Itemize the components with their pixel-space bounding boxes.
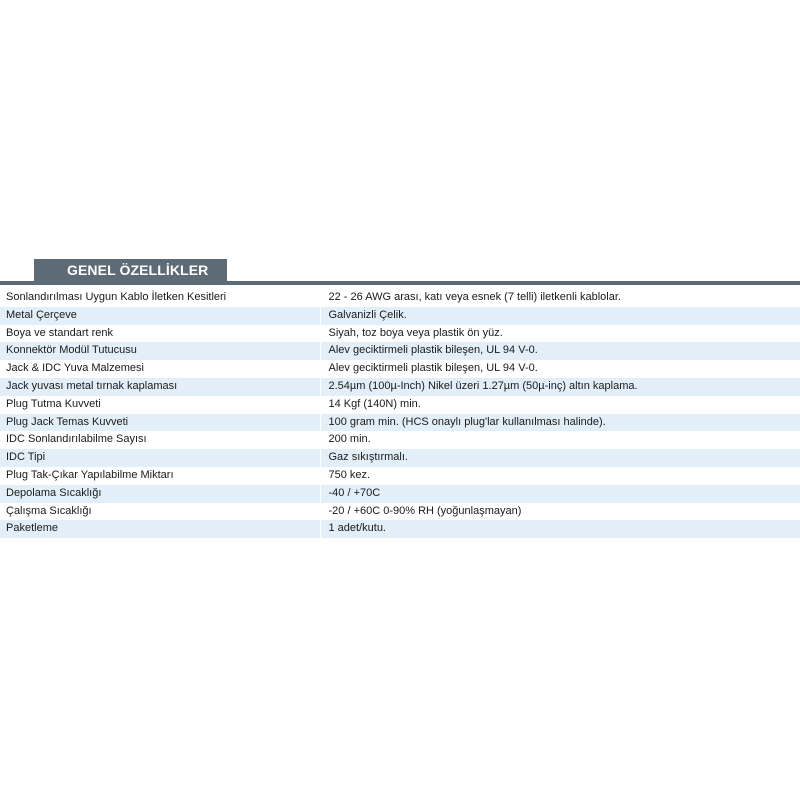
table-row [0, 342, 800, 360]
spec-label: Plug Tutma Kuvveti [6, 397, 101, 410]
spec-value: 1 adet/kutu. [320, 520, 800, 538]
table-row [0, 467, 800, 485]
spec-value: -40 / +70C [320, 485, 800, 503]
section-header [0, 259, 800, 285]
table-row [0, 307, 800, 325]
spec-value: Alev geciktirmeli plastik bileşen, UL 94 V-0. [320, 360, 800, 378]
spec-value: 14 Kgf (140N) min. [320, 396, 800, 414]
spec-label: Çalışma Sıcaklığı [6, 504, 92, 517]
general-specs-section [0, 259, 800, 538]
section-divider [0, 281, 800, 285]
spec-label: Sonlandırılması Uygun Kablo İletken Kesitleri [6, 291, 227, 303]
spec-value: Galvanizli Çelik. [320, 307, 800, 325]
table-row [0, 325, 800, 343]
spec-label: Plug Jack Temas Kuvveti [0, 414, 320, 432]
section-title: GENEL ÖZELLİKLER [34, 259, 227, 281]
spec-label: Jack & IDC Yuva Malzemesi [6, 362, 144, 375]
spec-label: Depolama Sıcaklığı [0, 485, 320, 503]
spec-value: Alev geciktirmeli plastik bileşen, UL 94 V-0. [320, 342, 800, 360]
table-row [0, 414, 800, 432]
spec-value: Siyah, toz boya veya plastik ön yüz. [320, 325, 800, 343]
table-row [0, 360, 800, 378]
table-row [0, 503, 800, 521]
spec-value: 200 min. [320, 431, 800, 449]
spec-value: -20 / +60C 0-90% RH (yoğunlaşmayan) [320, 503, 800, 521]
table-row [0, 289, 800, 307]
table-row [0, 396, 800, 414]
spec-label: Jack yuvası metal tırnak kaplaması [0, 378, 320, 396]
spec-value: 750 kez. [320, 467, 800, 485]
spec-label: Plug Tak-Çıkar Yapılabilme Miktarı [6, 468, 174, 481]
spec-label: Metal Çerçeve [0, 307, 320, 325]
table-row [0, 520, 800, 538]
spec-label: IDC Sonlandırılabilme Sayısı [6, 433, 147, 446]
table-row [0, 485, 800, 503]
spec-value: Gaz sıkıştırmalı. [320, 449, 800, 467]
spec-label: Paketleme [0, 520, 320, 538]
spec-value: 100 gram min. (HCS onaylı plug'lar kullanılması halinde). [320, 414, 800, 432]
spec-label: Konnektör Modül Tutucusu [0, 342, 320, 360]
table-row [0, 449, 800, 467]
table-row [0, 378, 800, 396]
spec-value: 22 - 26 AWG arası, katı veya esnek (7 telli) iletkenli kablolar. [320, 289, 800, 307]
spec-value: 2.54µm (100µ-Inch) Nikel üzeri 1.27µm (50µ-inç) altın kaplama. [320, 378, 800, 396]
spec-table [0, 289, 800, 538]
table-row [0, 431, 800, 449]
spec-label: Boya ve standart renk [6, 326, 114, 339]
spec-label: IDC Tipi [0, 449, 320, 467]
